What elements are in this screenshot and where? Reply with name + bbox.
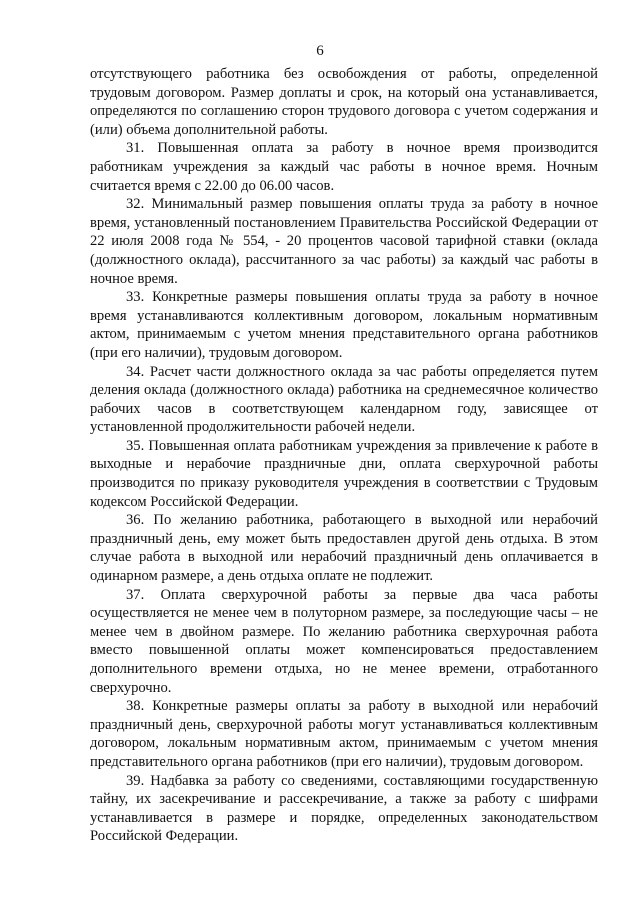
paragraph-35: 35. Повышенная оплата работникам учреждения за привлечение к работе в выходные и нерабочие праздничные дни, оплата сверхурочной работы производится по приказу руководителя учреждения в соответствии с Трудовым кодексом Российской Федерации. xyxy=(90,437,598,510)
paragraph-36: 36. По желанию работника, работающего в выходной или нерабочий праздничный день, ему может быть предоставлен другой день отдыха. В этом случае работа в выходной или нерабочий праздничный день оплачивается в одинарном размере, а день отдыха оплате не подлежит. xyxy=(90,512,598,585)
paragraph-39: 39. Надбавка за работу со сведениями, составляющими государственную тайну, их засекречивание и рассекречивание, а также за работу с шифрами устанавливается в размере и порядке, определенных законодательством Российской Федерации. xyxy=(90,772,598,845)
paragraph-32: 32. Минимальный размер повышения оплаты труда за работу в ночное время, установленный постановлением Правительства Российской Федерации от 22 июля 2008 года № 554, - 20 процентов часовой тарифной ставки (оклада (должностного оклада), рассчитанного за час работы) за каждый час работы в ночное время. xyxy=(90,196,598,287)
paragraph-31: 31. Повышенная оплата за работу в ночное время производится работникам учреждения за каждый час работы в ночное время. Ночным считается время с 22.00 до 06.00 часов. xyxy=(90,140,598,194)
page-number: 6 xyxy=(316,43,324,59)
paragraph-33: 33. Конкретные размеры повышения оплаты труда за работу в ночное время устанавливаются коллективным договором, локальным нормативным актом, принимаемым с учетом мнения представительного органа работников (при его наличии), трудовым договором. xyxy=(90,289,598,361)
paragraph-34: 34. Расчет части должностного оклада за час работы определяется путем деления оклада (должностного оклада) работника на среднемесячное количество рабочих часов в соответствующем календарном году, зависящее от установленной продолжительности рабочей недели. xyxy=(90,363,598,436)
paragraph-38: 38. Конкретные размеры оплаты за работу в выходной или нерабочий праздничный день, сверхурочной работы могут устанавливаться коллективным договором, локальным нормативным актом, принимаемым с учетом мнения представительного органа работников (при его наличии), трудовым договором. xyxy=(90,698,598,770)
paragraph-continuation: отсутствующего работника без освобождения от работы, определенной трудовым договором. Размер доплаты и срок, на который она устанавливается, определяются по соглашению сторон трудового договора с учетом содержания и (или) объема дополнительной работы. xyxy=(90,66,598,138)
document-body xyxy=(90,65,598,846)
paragraph-37: 37. Оплата сверхурочной работы за первые два часа работы осуществляется не менее чем в полуторном размере, за последующие часы – не менее чем в двойном размере. По желанию работника сверхурочная работа вместо повышенной оплаты может компенсироваться предоставлением дополнительного времени отдыха, но не менее времени, отработанного сверхурочно. xyxy=(90,586,598,696)
